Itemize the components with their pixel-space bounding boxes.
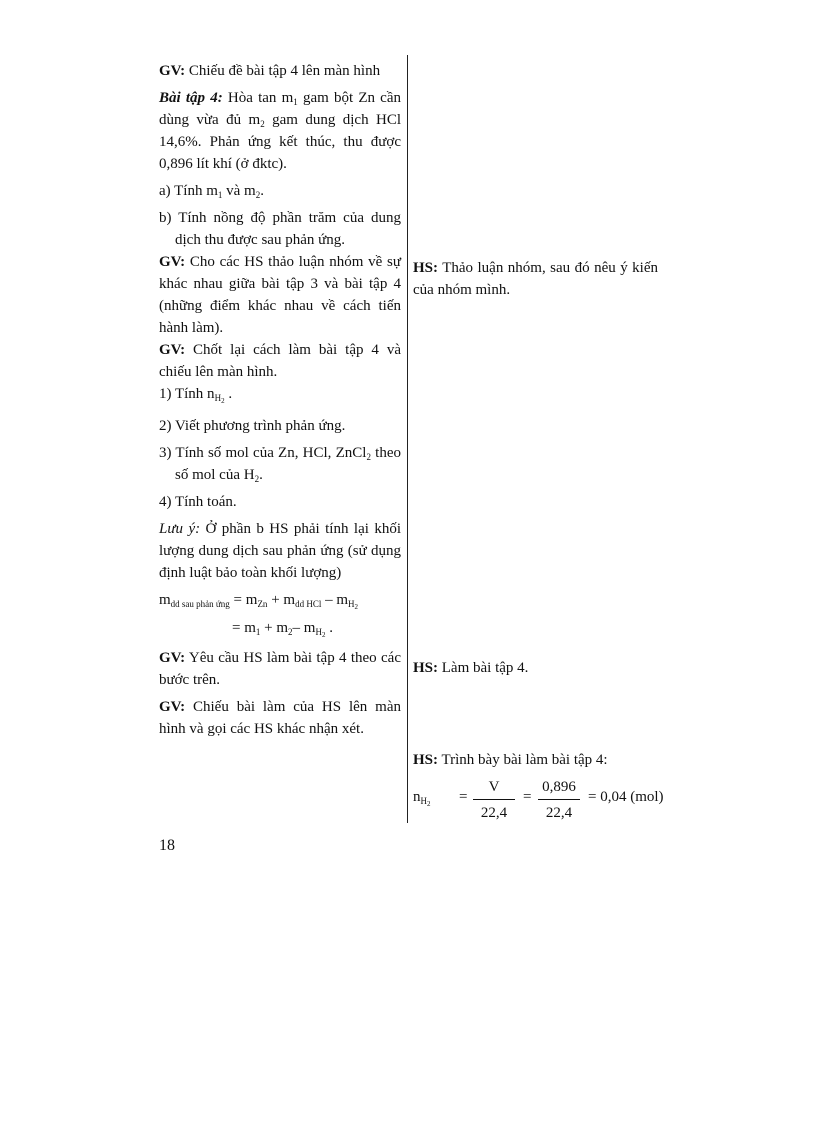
fraction-bar (538, 799, 580, 800)
teacher-column (159, 60, 401, 745)
fraction-v-over-22-4: V 22,4 (473, 777, 515, 823)
gv-summary: GV: Chốt lại cách làm bài tập 4 và chiếu lên màn hình. (159, 342, 401, 380)
fraction-0896-over-22-4: 0,896 22,4 (538, 777, 580, 823)
gv-project-exercise: GV: Chiếu đề bài tập 4 lên màn hình (159, 63, 381, 79)
equals-2: = (523, 789, 532, 805)
gv-present: GV: Chiếu bài làm của HS lên màn hình và gọi các HS khác nhận xét. (159, 699, 401, 737)
column-divider (407, 55, 408, 823)
step-4: 4) Tính toán. (159, 494, 237, 510)
question-b: b) Tính nồng độ phần trăm của dung dịch thu được sau phản ứng. (159, 210, 401, 248)
page-number: 18 (159, 837, 175, 854)
hs-do-exercise: HS: Làm bài tập 4. (413, 660, 529, 676)
gv-discussion: GV: Cho các HS thảo luận nhóm về sự khác nhau giữa bài tập 3 và bài tập 4 (những điểm khác nhau về cách tiến hành làm). (159, 254, 401, 336)
question-a: a) Tính $m_1$ và $m_2$. (159, 183, 264, 200)
note: Lưu ý: Ở phần b HS phải tính lại khối lượng dung dịch sau phản ứng (sử dụng định luật bảo toàn khối lượng) (159, 521, 401, 581)
moles-calculation (413, 775, 673, 825)
step-1: 1) Tính $n_{H_2}$ . (159, 386, 233, 405)
step-2: 2) Viết phương trình phản ứng. (159, 418, 346, 434)
gv-assign: GV: Yêu cầu HS làm bài tập 4 theo các bước trên. (159, 650, 401, 688)
hs-present: HS: Trình bày bài làm bài tập 4: (413, 752, 608, 768)
step-3: 3) Tính số mol của Zn, HCl, ZnCl$_2$ theo số mol của $H_2$. (159, 445, 401, 484)
exercise-4-statement: Bài tập 4: Hòa $\tan m_1$ gam bột Zn cần dùng vừa đủ $m_2$ gam dung dịch HCl 14,6%. Phản ứng kết thúc, thu được 0,896 lít khí (ở đktc). (159, 90, 401, 172)
moles-symbol: $n_{H_2}$ (413, 789, 431, 808)
equals-1: = (459, 789, 468, 805)
moles-result: = 0,04 (mol) (588, 789, 664, 805)
hs-discussion: HS: Thảo luận nhóm, sau đó nêu ý kiến của nhóm mình. (413, 260, 658, 298)
fraction-bar (473, 799, 515, 800)
mass-formula-1: $m_{dd sau phản ứng} = m_{Zn} + m_{dd HCl} - m_{H_2}$ (159, 592, 359, 611)
mass-formula-2: = $m_1 + m_2-$ $m_{H_2}$ . (232, 620, 333, 639)
